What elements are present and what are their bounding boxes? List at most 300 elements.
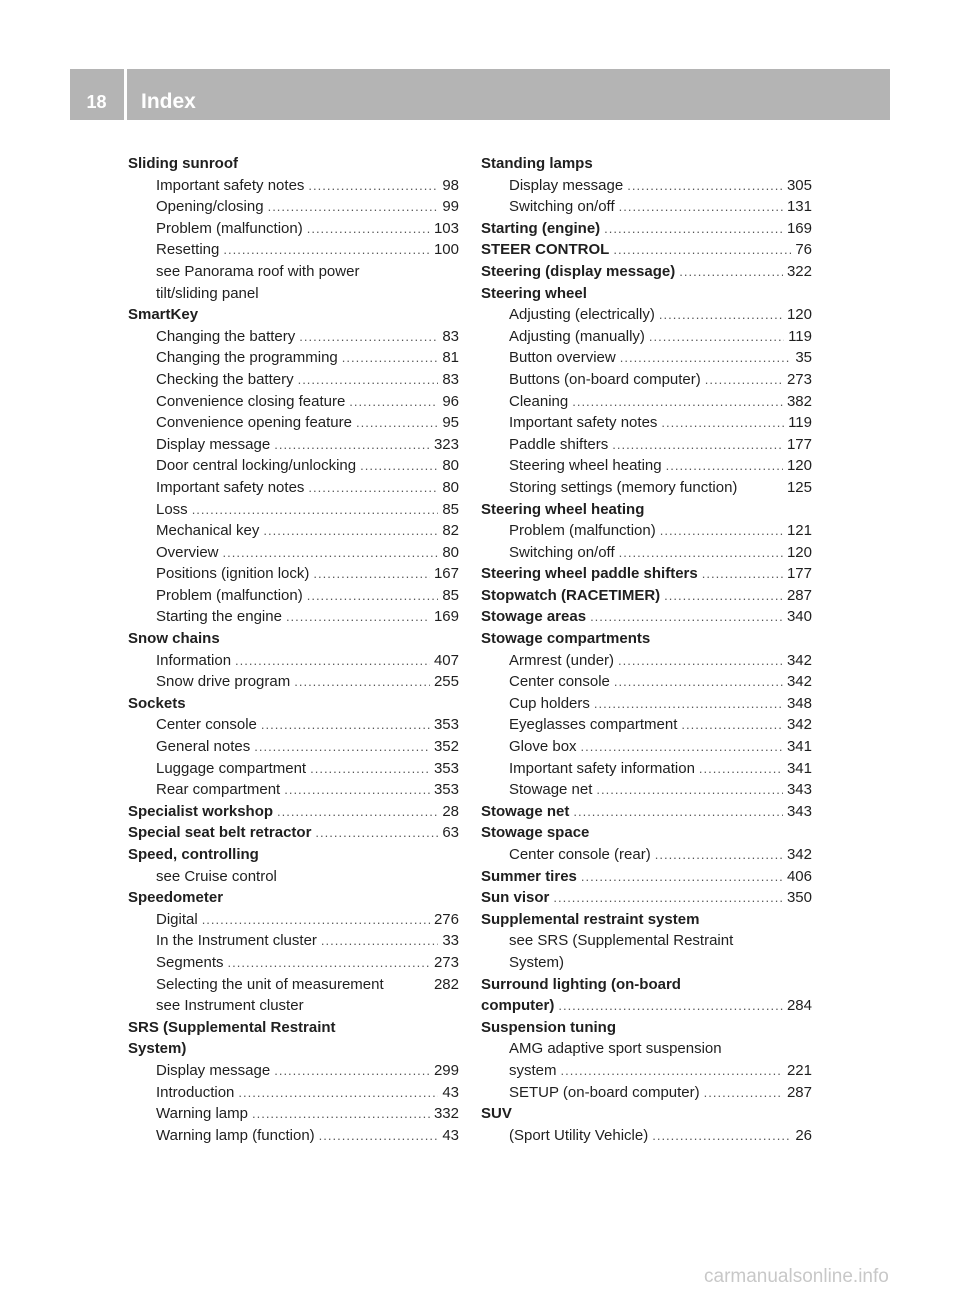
entry-text: Stowage net bbox=[509, 781, 593, 799]
index-entry bbox=[481, 909, 812, 931]
entry-text: Selecting the unit of measurement bbox=[156, 975, 384, 993]
leader-dots bbox=[238, 1082, 438, 1104]
entry-text: Display message bbox=[156, 1061, 271, 1079]
entry-text: Specialist workshop bbox=[128, 802, 274, 820]
index-subentry bbox=[481, 1125, 812, 1147]
page-ref: 341 bbox=[786, 759, 812, 777]
index-subentry bbox=[128, 1125, 459, 1147]
index-subentry bbox=[481, 477, 812, 499]
index-subentry bbox=[128, 455, 459, 477]
entry-text: SRS (Supplemental Restraint bbox=[128, 1018, 336, 1036]
leader-dots bbox=[649, 326, 784, 348]
page-ref: 169 bbox=[786, 219, 812, 237]
entry-text: Steering wheel bbox=[481, 284, 587, 302]
index-subentry bbox=[481, 520, 812, 542]
entry-text: Resetting bbox=[156, 241, 220, 259]
index-subentry bbox=[481, 736, 812, 758]
index-subentry bbox=[481, 455, 812, 477]
leader-dots bbox=[613, 239, 791, 261]
entry-text: Luggage compartment bbox=[156, 759, 307, 777]
page-ref: 95 bbox=[442, 414, 459, 432]
page-ref: 348 bbox=[786, 694, 812, 712]
index-subentry bbox=[481, 304, 812, 326]
leader-dots bbox=[573, 801, 783, 823]
entry-text: Mechanical key bbox=[156, 522, 260, 540]
index-subentry bbox=[128, 866, 459, 888]
entry-text: see Instrument cluster bbox=[156, 997, 304, 1015]
entry-text: Segments bbox=[156, 953, 224, 971]
page-ref: 100 bbox=[433, 241, 459, 259]
entry-text: Adjusting (electrically) bbox=[509, 306, 655, 324]
index-subentry bbox=[128, 952, 459, 974]
index-subentry bbox=[128, 995, 459, 1017]
page-ref: 276 bbox=[433, 910, 459, 928]
entry-text: Problem (malfunction) bbox=[156, 586, 303, 604]
leader-dots bbox=[235, 650, 430, 672]
leader-dots bbox=[581, 866, 783, 888]
page-ref: 76 bbox=[795, 241, 812, 259]
entry-text: Buttons (on-board computer) bbox=[509, 370, 701, 388]
page-ref: 407 bbox=[433, 651, 459, 669]
index-subentry bbox=[481, 714, 812, 736]
page-ref: 81 bbox=[442, 349, 459, 367]
index-entry bbox=[128, 801, 459, 823]
index-subentry bbox=[128, 974, 459, 996]
leader-dots bbox=[627, 175, 783, 197]
leader-dots bbox=[313, 563, 430, 585]
entry-text: Storing settings (memory function) bbox=[509, 478, 738, 496]
index-entry bbox=[481, 239, 812, 261]
page-ref: 28 bbox=[442, 802, 459, 820]
page-ref: 406 bbox=[786, 867, 812, 885]
page-ref: 340 bbox=[786, 608, 812, 626]
leader-dots bbox=[659, 304, 783, 326]
index-subentry bbox=[128, 671, 459, 693]
index-entry bbox=[481, 974, 812, 996]
entry-text: Standing lamps bbox=[481, 155, 593, 172]
page-ref: 26 bbox=[795, 1126, 812, 1144]
page-ref: 341 bbox=[786, 738, 812, 756]
entry-text: SUV bbox=[481, 1105, 512, 1123]
leader-dots bbox=[604, 218, 783, 240]
entry-text: Information bbox=[156, 651, 232, 669]
index-entry bbox=[481, 563, 812, 585]
leader-dots bbox=[620, 347, 792, 369]
leader-dots bbox=[254, 736, 430, 758]
leader-dots bbox=[561, 1060, 783, 1082]
index-subentry bbox=[128, 779, 459, 801]
leader-dots bbox=[666, 455, 783, 477]
page-ref: 85 bbox=[442, 500, 459, 518]
leader-dots bbox=[252, 1103, 430, 1125]
index-subentry bbox=[128, 909, 459, 931]
entry-text: Rear compartment bbox=[156, 781, 281, 799]
leader-dots bbox=[307, 218, 430, 240]
leader-dots bbox=[356, 412, 438, 434]
leader-dots bbox=[277, 801, 438, 823]
index-subentry bbox=[128, 326, 459, 348]
index-entry bbox=[481, 283, 812, 305]
index-subentry bbox=[128, 563, 459, 585]
leader-dots bbox=[652, 1125, 791, 1147]
index-subentry bbox=[128, 714, 459, 736]
entry-text: Problem (malfunction) bbox=[509, 522, 656, 540]
index-subentry bbox=[128, 520, 459, 542]
entry-text: Important safety notes bbox=[509, 414, 658, 432]
index-column-left bbox=[128, 153, 459, 1146]
index-entry bbox=[128, 693, 459, 715]
leader-dots bbox=[702, 563, 783, 585]
index-entry bbox=[481, 1017, 812, 1039]
entry-text: Steering (display message) bbox=[481, 262, 676, 280]
index-subentry bbox=[128, 1082, 459, 1104]
page-ref: 282 bbox=[433, 975, 459, 993]
entry-text: SmartKey bbox=[128, 306, 199, 324]
page-ref: 353 bbox=[433, 759, 459, 777]
leader-dots bbox=[614, 671, 783, 693]
index-entry bbox=[128, 628, 459, 650]
index-subentry bbox=[128, 347, 459, 369]
index-subentry bbox=[128, 412, 459, 434]
entry-text: Special seat belt retractor bbox=[128, 824, 312, 842]
page-ref: 63 bbox=[442, 824, 459, 842]
page-ref: 284 bbox=[786, 997, 812, 1015]
entry-text: Steering wheel heating bbox=[481, 500, 645, 518]
leader-dots bbox=[596, 779, 783, 801]
entry-text: AMG adaptive sport suspension bbox=[509, 1040, 722, 1058]
index-entry bbox=[481, 499, 812, 521]
entry-text: Supplemental restraint system bbox=[481, 910, 700, 928]
entry-text: Speedometer bbox=[128, 889, 224, 907]
page-ref: 342 bbox=[786, 846, 812, 863]
index-subentry bbox=[128, 736, 459, 758]
index-entry bbox=[481, 995, 812, 1017]
entry-text: Steering wheel paddle shifters bbox=[481, 565, 698, 583]
leader-dots bbox=[655, 844, 783, 866]
page-ref: 80 bbox=[442, 543, 459, 561]
entry-text: Center console (rear) bbox=[509, 846, 651, 863]
entry-text: General notes bbox=[156, 738, 251, 756]
page-ref: 342 bbox=[786, 673, 812, 691]
index-subentry bbox=[128, 434, 459, 456]
index-entry bbox=[481, 887, 812, 909]
index-subentry bbox=[481, 542, 812, 564]
entry-text: Digital bbox=[156, 910, 198, 928]
leader-dots bbox=[308, 175, 438, 197]
page-ref: 169 bbox=[433, 608, 459, 626]
leader-dots bbox=[319, 1125, 439, 1147]
header-divider bbox=[124, 69, 127, 120]
entry-text: Important safety notes bbox=[156, 176, 305, 194]
entry-text: Switching on/off bbox=[509, 198, 615, 216]
index-subentry bbox=[128, 606, 459, 628]
leader-dots bbox=[699, 758, 783, 780]
entry-text: System) bbox=[509, 953, 565, 971]
page-ref: 120 bbox=[786, 543, 812, 561]
index-subentry bbox=[481, 758, 812, 780]
entry-text: Stowage space bbox=[481, 824, 590, 842]
leader-dots bbox=[661, 412, 784, 434]
index-subentry bbox=[481, 412, 812, 434]
entry-text: Display message bbox=[156, 435, 271, 453]
page-ref: 255 bbox=[433, 673, 459, 691]
leader-dots bbox=[704, 1082, 783, 1104]
page-ref: 323 bbox=[433, 435, 459, 453]
index-subentry bbox=[481, 671, 812, 693]
entry-text: see Panorama roof with power bbox=[156, 262, 360, 280]
entry-text: Starting (engine) bbox=[481, 219, 601, 237]
leader-dots bbox=[705, 369, 783, 391]
index-subentry bbox=[481, 196, 812, 218]
index-subentry bbox=[481, 1060, 812, 1082]
entry-text: Problem (malfunction) bbox=[156, 219, 303, 237]
index-entry bbox=[128, 844, 459, 866]
entry-text: Steering wheel heating bbox=[509, 457, 662, 475]
entry-text: Sockets bbox=[128, 694, 186, 712]
leader-dots bbox=[553, 887, 783, 909]
page-ref: 342 bbox=[786, 716, 812, 734]
entry-text: Warning lamp bbox=[156, 1105, 248, 1123]
entry-text: Sun visor bbox=[481, 889, 550, 907]
index-subentry bbox=[128, 369, 459, 391]
entry-text: Loss bbox=[156, 500, 188, 518]
page-ref: 177 bbox=[786, 565, 812, 583]
index-subentry bbox=[128, 1060, 459, 1082]
entry-text: Eyeglasses compartment bbox=[509, 716, 678, 734]
leader-dots bbox=[342, 347, 439, 369]
leader-dots bbox=[307, 585, 439, 607]
entry-text: (Sport Utility Vehicle) bbox=[509, 1126, 649, 1144]
page-ref: 332 bbox=[433, 1105, 459, 1123]
page-ref: 85 bbox=[442, 586, 459, 604]
index-entry bbox=[481, 822, 812, 844]
index-subentry bbox=[481, 1038, 812, 1060]
index-subentry bbox=[128, 218, 459, 240]
index-subentry bbox=[481, 369, 812, 391]
page-ref: 343 bbox=[786, 781, 812, 799]
entry-text: Speed, controlling bbox=[128, 846, 259, 863]
leader-dots bbox=[572, 391, 783, 413]
page-ref: 98 bbox=[442, 176, 459, 194]
page-ref: 80 bbox=[442, 478, 459, 496]
index-entry bbox=[481, 153, 812, 175]
page-ref: 322 bbox=[786, 262, 812, 280]
index-subentry bbox=[481, 779, 812, 801]
page-ref: 353 bbox=[433, 716, 459, 734]
page-ref: 80 bbox=[442, 457, 459, 475]
leader-dots bbox=[619, 542, 783, 564]
page-ref: 103 bbox=[433, 219, 459, 237]
entry-text: Convenience closing feature bbox=[156, 392, 346, 410]
leader-dots bbox=[263, 520, 438, 542]
page-ref: 35 bbox=[795, 349, 812, 367]
leader-dots bbox=[679, 261, 783, 283]
leader-dots bbox=[660, 520, 783, 542]
index-entry bbox=[128, 822, 459, 844]
index-subentry bbox=[481, 693, 812, 715]
leader-dots bbox=[590, 606, 783, 628]
index-entry bbox=[481, 218, 812, 240]
entry-text: Paddle shifters bbox=[509, 435, 609, 453]
entry-text: Sliding sunroof bbox=[128, 155, 238, 172]
page-ref: 273 bbox=[786, 370, 812, 388]
leader-dots bbox=[223, 542, 439, 564]
entry-text: Door central locking/unlocking bbox=[156, 457, 357, 475]
entry-text: Stowage net bbox=[481, 802, 570, 820]
entry-text: Stowage compartments bbox=[481, 630, 651, 648]
index-column-right bbox=[481, 153, 812, 1146]
entry-text: Switching on/off bbox=[509, 543, 615, 561]
index-subentry bbox=[128, 1103, 459, 1125]
index-subentry bbox=[481, 347, 812, 369]
index-subentry bbox=[128, 650, 459, 672]
leader-dots bbox=[298, 369, 439, 391]
page-ref: 33 bbox=[442, 932, 459, 950]
page-ref: 43 bbox=[442, 1083, 459, 1101]
leader-dots bbox=[192, 499, 439, 521]
leader-dots bbox=[681, 714, 783, 736]
entry-text: Summer tires bbox=[481, 867, 577, 885]
index-subentry bbox=[128, 196, 459, 218]
entry-text: Changing the battery bbox=[156, 327, 296, 345]
page-ref: 96 bbox=[442, 392, 459, 410]
leader-dots bbox=[268, 196, 439, 218]
index-subentry bbox=[128, 239, 459, 261]
entry-text: Center console bbox=[156, 716, 257, 734]
leader-dots bbox=[619, 196, 783, 218]
entry-text: Armrest (under) bbox=[509, 651, 615, 669]
entry-text: Warning lamp (function) bbox=[156, 1126, 315, 1144]
entry-text: In the Instrument cluster bbox=[156, 932, 317, 950]
index-subentry bbox=[128, 477, 459, 499]
index-subentry bbox=[128, 585, 459, 607]
index-entry bbox=[128, 304, 459, 326]
leader-dots bbox=[315, 822, 438, 844]
leader-dots bbox=[228, 952, 430, 974]
index-subentry bbox=[128, 175, 459, 197]
leader-dots bbox=[360, 455, 438, 477]
index-entry bbox=[128, 887, 459, 909]
page-ref: 121 bbox=[786, 522, 812, 540]
leader-dots bbox=[274, 434, 430, 456]
index-subentry bbox=[481, 930, 812, 952]
entry-text: Overview bbox=[156, 543, 219, 561]
page-ref: 177 bbox=[786, 435, 812, 453]
page-ref: 119 bbox=[788, 327, 812, 345]
entry-text: Changing the programming bbox=[156, 349, 338, 367]
index-entry bbox=[128, 1038, 459, 1060]
entry-text: System) bbox=[128, 1040, 187, 1058]
index-subentry bbox=[481, 175, 812, 197]
page-number: 18 bbox=[86, 92, 107, 112]
leader-dots bbox=[274, 1060, 430, 1082]
entry-text: see Cruise control bbox=[156, 867, 277, 885]
index-subentry bbox=[128, 930, 459, 952]
leader-dots bbox=[618, 650, 783, 672]
leader-dots bbox=[594, 693, 783, 715]
page-ref: 352 bbox=[433, 738, 459, 756]
leader-dots bbox=[310, 758, 430, 780]
index-entry bbox=[128, 1017, 459, 1039]
index-subentry bbox=[481, 952, 812, 974]
index-subentry bbox=[481, 650, 812, 672]
entry-text: Snow chains bbox=[128, 630, 220, 648]
entry-text: Glove box bbox=[509, 738, 577, 756]
index-entry bbox=[481, 585, 812, 607]
leader-dots bbox=[612, 434, 783, 456]
watermark: carmanualsonline.info bbox=[704, 1266, 889, 1287]
entry-text: STEER CONTROL bbox=[481, 241, 610, 259]
entry-text: Surround lighting (on-board bbox=[481, 975, 681, 993]
leader-dots bbox=[581, 736, 783, 758]
index-entry bbox=[481, 606, 812, 628]
leader-dots bbox=[223, 239, 430, 261]
index-subentry bbox=[128, 499, 459, 521]
page-ref: 125 bbox=[786, 478, 812, 496]
page-ref: 82 bbox=[442, 522, 459, 540]
page-ref: 131 bbox=[786, 198, 812, 216]
entry-text: SETUP (on-board computer) bbox=[509, 1083, 700, 1101]
index-subentry bbox=[481, 391, 812, 413]
leader-dots bbox=[261, 714, 430, 736]
entry-text: Button overview bbox=[509, 349, 616, 367]
page-ref: 350 bbox=[786, 889, 812, 907]
entry-text: Checking the battery bbox=[156, 370, 294, 388]
entry-text: system bbox=[509, 1061, 557, 1079]
entry-text: Starting the engine bbox=[156, 608, 282, 626]
page-ref: 382 bbox=[786, 392, 812, 410]
leader-dots bbox=[349, 391, 438, 413]
index-subentry bbox=[128, 758, 459, 780]
index-entry bbox=[481, 801, 812, 823]
index-subentry bbox=[481, 434, 812, 456]
page-ref: 83 bbox=[442, 327, 459, 345]
index-entry bbox=[128, 153, 459, 175]
page-ref: 343 bbox=[786, 802, 812, 820]
entry-text: Center console bbox=[509, 673, 610, 691]
page-ref: 167 bbox=[433, 565, 459, 583]
entry-text: Stopwatch (RACETIMER) bbox=[481, 586, 661, 604]
page-ref: 287 bbox=[786, 1083, 812, 1101]
index-subentry bbox=[481, 1082, 812, 1104]
page-ref: 221 bbox=[786, 1061, 812, 1079]
page-ref: 99 bbox=[442, 198, 459, 216]
entry-text: computer) bbox=[481, 997, 555, 1015]
leader-dots bbox=[664, 585, 783, 607]
entry-text: Display message bbox=[509, 176, 624, 194]
leader-dots bbox=[299, 326, 438, 348]
index-subentry bbox=[128, 391, 459, 413]
page-ref: 273 bbox=[433, 953, 459, 971]
index-entry bbox=[481, 1103, 812, 1125]
leader-dots bbox=[284, 779, 430, 801]
entry-text: Cleaning bbox=[509, 392, 569, 410]
leader-dots bbox=[308, 477, 438, 499]
index-subentry bbox=[128, 283, 459, 305]
entry-text: tilt/sliding panel bbox=[156, 284, 259, 302]
entry-text: Stowage areas bbox=[481, 608, 587, 626]
page-ref: 353 bbox=[433, 781, 459, 799]
page-ref: 305 bbox=[786, 176, 812, 194]
page-ref: 120 bbox=[786, 306, 812, 324]
entry-text: Important safety notes bbox=[156, 478, 305, 496]
index-subentry bbox=[481, 844, 812, 866]
entry-text: Introduction bbox=[156, 1083, 235, 1101]
entry-text: Convenience opening feature bbox=[156, 414, 352, 432]
entry-text: Important safety information bbox=[509, 759, 695, 777]
index-subentry bbox=[481, 326, 812, 348]
page-ref: 83 bbox=[442, 370, 459, 388]
